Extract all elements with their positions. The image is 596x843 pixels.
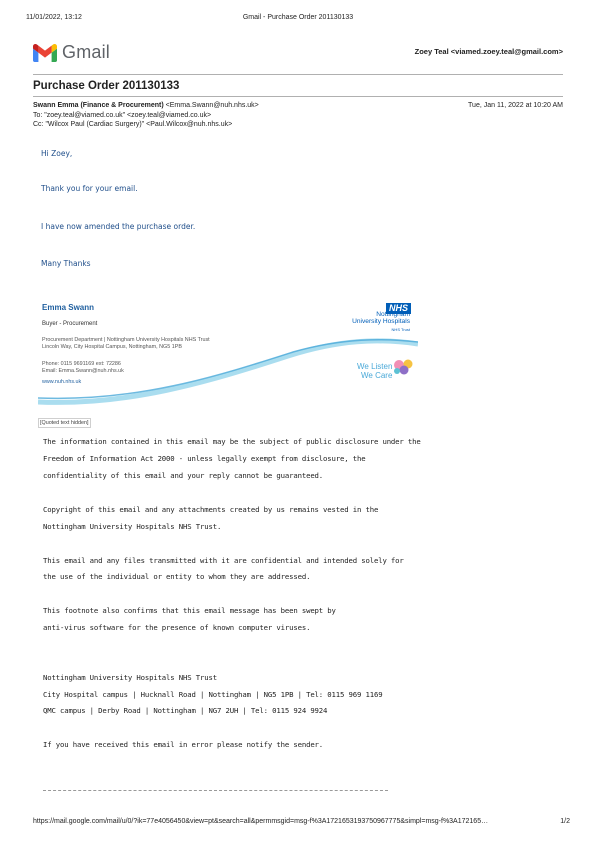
- disclaimer-line: Nottingham University Hospitals NHS Trust.: [43, 522, 222, 531]
- header-divider: [33, 74, 563, 75]
- signature-email[interactable]: Email: Emma.Swann@nuh.nhs.uk: [42, 368, 124, 374]
- signature-role: Buyer - Procurement: [42, 321, 98, 327]
- email-subject: Purchase Order 201130133: [33, 80, 180, 92]
- disclaimer-line: The information contained in this email may be the subject of public disclosure under the: [43, 437, 421, 446]
- email-to: To: "zoey.teal@viamed.co.uk" <zoey.teal@viamed.co.uk>: [33, 111, 212, 119]
- nhs-badge: NHS: [386, 303, 411, 314]
- disclaimer-line: anti-virus software for the presence of known computer viruses.: [43, 623, 311, 632]
- disclaimer-line: the use of the individual or entity to whom they are addressed.: [43, 572, 311, 581]
- nhs-org-line-3: NHS Trust: [391, 327, 410, 332]
- slogan-line-1: We Listen: [357, 362, 393, 371]
- signature-phone: Phone: 0115 9691169 ext: 72286: [42, 361, 121, 367]
- disclaimer-line: QMC campus | Derby Road | Nottingham | NG7 2UH | Tel: 0115 924 9924: [43, 706, 328, 715]
- disclaimer-line: Nottingham University Hospitals NHS Trust: [43, 673, 217, 682]
- disclaimer-line: confidentiality of this email and your reply cannot be guaranteed.: [43, 471, 324, 480]
- signature-address: Lincoln Way, City Hospital Campus, Nottingham, NG5 1PB: [42, 344, 182, 350]
- email-cc: Cc: "Wilcox Paul (Cardiac Surgery)" <Paul.Wilcox@nuh.nhs.uk>: [33, 121, 233, 128]
- disclaimer-line: Copyright of this email and any attachments created by us remains vested in the: [43, 505, 379, 514]
- signature-name: Emma Swann: [42, 303, 95, 312]
- disclaimer-line: Freedom of Information Act 2000 - unless legally exempt from disclosure, the: [43, 454, 366, 463]
- sender-name: Swann Emma (Finance & Procurement): [33, 102, 164, 109]
- nhs-org-line-1: Nottingham: [376, 311, 410, 318]
- signature-dept: Procurement Department | Nottingham University Hospitals NHS Trust: [42, 337, 210, 343]
- slogan-line-2: We Care: [361, 371, 393, 380]
- account-label: Zoey Teal <viamed.zoey.teal@gmail.com>: [414, 47, 563, 56]
- quoted-text-toggle[interactable]: [Quoted text hidden]: [40, 420, 89, 426]
- email-date: Tue, Jan 11, 2022 at 10:20 AM: [468, 102, 563, 109]
- disclaimer-line: This email and any files transmitted with it are confidential and intended solely for: [43, 556, 404, 565]
- subject-divider: [33, 96, 563, 97]
- gmail-logo[interactable]: [33, 42, 110, 63]
- gmail-logo-text: Gmail: [62, 42, 111, 62]
- dashed-divider: [43, 790, 388, 791]
- print-datetime: 11/01/2022, 13:12: [26, 14, 82, 21]
- nhs-org-line-2: University Hospitals: [352, 318, 410, 325]
- email-from: [33, 101, 259, 110]
- body-line-1: Thank you for your email.: [41, 184, 138, 193]
- disclaimer-line: This footnote also confirms that this email message has been swept by: [43, 606, 336, 615]
- body-line-2: I have now amended the purchase order.: [41, 222, 196, 231]
- disclaimer-line: If you have received this email in error please notify the sender.: [43, 740, 324, 749]
- disclaimer-line: City Hospital campus | Hucknall Road | Nottingham | NG5 1PB | Tel: 0115 969 1169: [43, 690, 383, 699]
- body-closing: Many Thanks: [41, 259, 91, 268]
- we-listen-logo: [357, 362, 417, 380]
- body-greeting: Hi Zoey,: [41, 149, 73, 158]
- print-footer-url: https://mail.google.com/mail/u/0/?ik=77e4056450&view=pt&search=all&permmsgid=msg-f%3A1721653193750967775&simpl=msg-f%3A172165…: [33, 818, 489, 825]
- balloons-icon: [393, 359, 415, 379]
- sender-email[interactable]: <Emma.Swann@nuh.nhs.uk>: [165, 102, 259, 109]
- print-title: Gmail - Purchase Order 201130133: [242, 14, 354, 21]
- print-page-number: 1/2: [560, 818, 570, 825]
- signature-website[interactable]: www.nuh.nhs.uk: [42, 379, 82, 385]
- gmail-m-icon: [33, 44, 57, 62]
